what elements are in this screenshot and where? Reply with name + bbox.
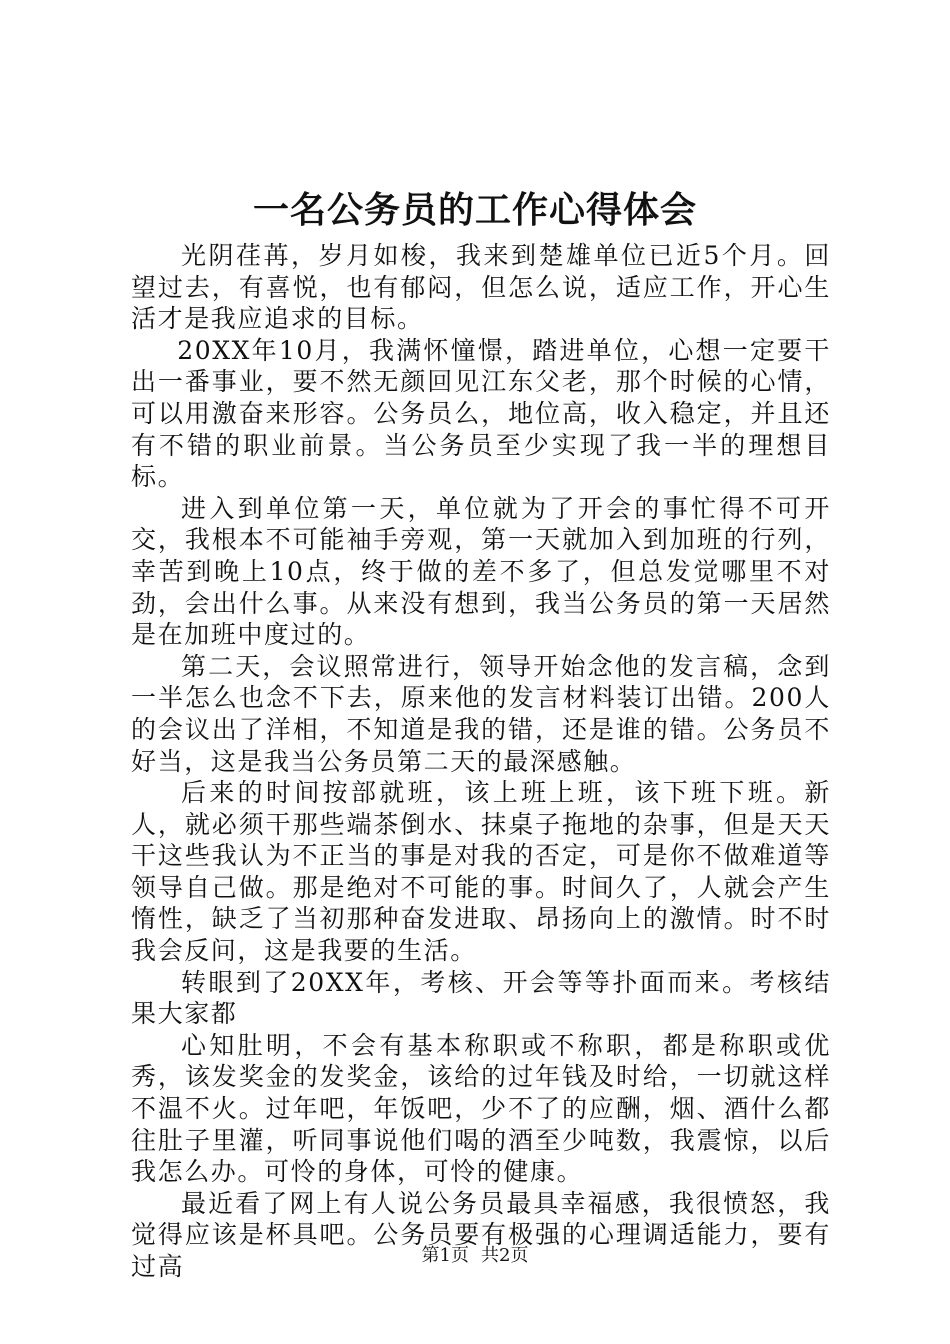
page-footer (0, 1244, 950, 1268)
paragraph: 转眼到了20XX年，考核、开会等等扑面而来。考核结果大家都 (131, 967, 831, 1029)
page-number: 第1页 (421, 1245, 469, 1266)
page-total: 共2页 (481, 1245, 529, 1266)
document-title: 一名公务员的工作心得体会 (252, 189, 697, 231)
paragraph: 心知肚明，不会有基本称职或不称职，都是称职或优秀，该发奖金的发奖金，该给的过年钱及时给，一切就这样不温不火。过年吧，年饭吧，少不了的应酬，烟、酒什么都往肚子里灌，听同事说他们喝的酒至少吨数，我震惊，以后我怎么办。可怜的身体，可怜的健康。 (131, 1030, 831, 1187)
paragraph: 第二天，会议照常进行，领导开始念他的发言稿，念到一半怎么也念不下去，原来他的发言材料装订出错。200人的会议出了洋相，不知道是我的错，还是谁的错。公务员不好当，这是我当公务员第二天的最深感触。 (131, 651, 831, 776)
paragraph: 光阴荏苒，岁月如梭，我来到楚雄单位已近5个月。回望过去，有喜悦，也有郁闷，但怎么说，适应工作，开心生活才是我应追求的目标。 (131, 241, 831, 334)
paragraph: 20XX年10月，我满怀憧憬，踏进单位，心想一定要干出一番事业，要不然无颜回见江东父老，那个时候的心情，可以用激奋来形容。公务员么，地位高，收入稳定，并且还有不错的职业前景。当公务员至少实现了我一半的理想目标。 (131, 335, 831, 492)
document-body (131, 240, 831, 1283)
paragraph: 后来的时间按部就班，该上班上班，该下班下班。新人，就必须干那些端茶倒水、抹桌子拖地的杂事，但是天天干这些我认为不正当的事是对我的否定，可是你不做难道等领导自己做。那是绝对不可能的事。时间久了，人就会产生惰性，缺乏了当初那种奋发进取、昂扬向上的激情。时不时我会反问，这是我要的生活。 (131, 778, 831, 966)
paragraph: 最近看了网上有人说公务员最具幸福感，我很愤怒，我觉得应该是杯具吧。公务员要有极强的心理调适能力，要有过高 (131, 1188, 831, 1281)
paragraph: 进入到单位第一天，单位就为了开会的事忙得不可开交，我根本不可能袖手旁观，第一天就加入到加班的行列，幸苦到晚上10点，终于做的差不多了，但总发觉哪里不对劲，会出什么事。从来没有想到，我当公务员的第一天居然是在加班中度过的。 (131, 493, 831, 650)
